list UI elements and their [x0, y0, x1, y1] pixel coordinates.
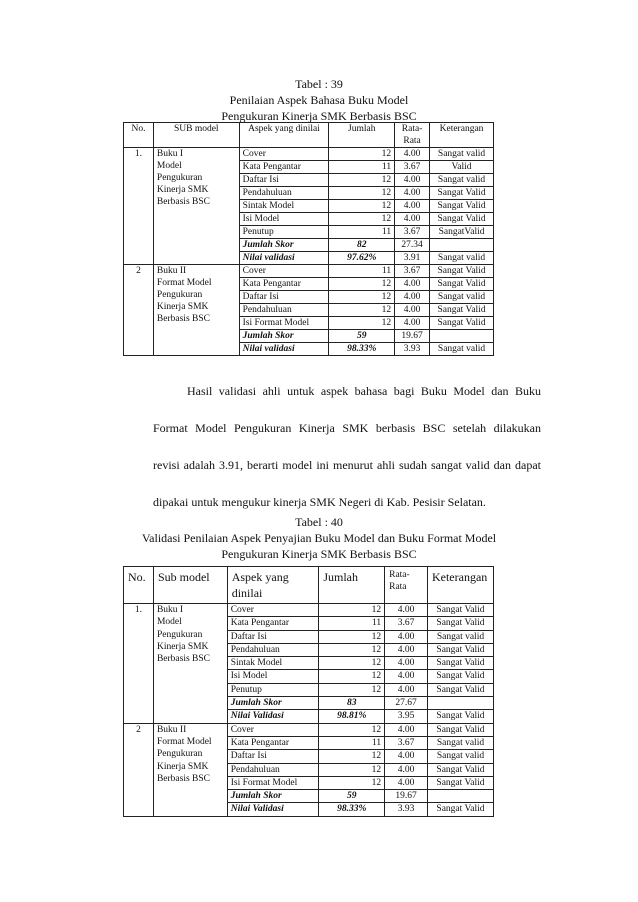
cell-aspek: Pendahuluan — [239, 187, 329, 200]
cell-aspek: Cover — [239, 148, 329, 161]
cell-skor-rata: 19.67 — [385, 790, 428, 803]
table39-caption-line: Tabel : 39 — [295, 77, 343, 91]
header-aspek: Aspek yang dinilai — [239, 123, 329, 148]
cell-sub-model — [153, 723, 227, 816]
cell-jumlah: 12 — [319, 657, 385, 670]
cell-jumlah: 12 — [319, 776, 385, 789]
cell-jumlah: 12 — [329, 304, 395, 317]
cell-validasi-keterangan: Sangat Valid — [427, 803, 493, 816]
cell-jumlah: 11 — [329, 226, 395, 239]
cell-keterangan: Sangat valid — [427, 750, 493, 763]
header-sub-model: SUB model — [153, 123, 239, 148]
cell-skor-rata: 27.34 — [395, 239, 430, 252]
cell-skor-rata: 19.67 — [395, 330, 430, 343]
cell-no: 2 — [124, 723, 154, 816]
table39-caption-line: Pengukuran Kinerja SMK Berbasis BSC — [221, 109, 417, 123]
cell-keterangan: Sangat Valid — [427, 776, 493, 789]
cell-aspek: Isi Model — [227, 670, 319, 683]
header-jumlah: Jumlah — [329, 123, 395, 148]
cell-jumlah: 12 — [329, 200, 395, 213]
cell-aspek: Kata Pengantar — [239, 278, 329, 291]
sub-model-line: Pengukuran — [156, 173, 203, 183]
cell-jumlah: 12 — [319, 670, 385, 683]
cell-jumlah: 11 — [329, 265, 395, 278]
sub-model-line: Berbasis BSC — [156, 654, 211, 665]
cell-aspek: Cover — [239, 265, 329, 278]
sub-model-line: Format Model — [156, 736, 212, 747]
cell-keterangan: Sangat Valid — [430, 317, 494, 330]
cell-validasi-rata: 3.91 — [395, 252, 430, 265]
cell-jumlah: 12 — [319, 763, 385, 776]
table-39 — [123, 122, 494, 356]
cell-aspek: Sintak Model — [239, 200, 329, 213]
table-row — [124, 148, 494, 161]
cell-rata: 4.00 — [385, 670, 428, 683]
cell-aspek: Cover — [227, 604, 319, 617]
table-header-row — [124, 123, 494, 148]
cell-sub-model — [153, 148, 239, 265]
cell-aspek: Pendahuluan — [227, 643, 319, 656]
cell-jumlah: 12 — [319, 643, 385, 656]
cell-skor-jumlah: 83 — [319, 697, 385, 710]
sub-model-line: Kinerja SMK — [156, 302, 209, 312]
header-keterangan: Keterangan — [427, 567, 493, 604]
cell-aspek: Cover — [227, 723, 319, 736]
cell-validasi-label: Nilai Validasi — [227, 803, 319, 816]
table39-caption-line: Penilaian Aspek Bahasa Buku Model — [229, 93, 409, 107]
cell-rata: 4.00 — [395, 174, 430, 187]
cell-aspek: Isi Model — [239, 213, 329, 226]
cell-validasi-keterangan: Sangat Valid — [427, 710, 493, 723]
paragraph-line: Format Model Pengukuran Kinerja SMK berbasis BSC setelah dilakukan — [153, 421, 541, 435]
cell-rata: 4.00 — [385, 683, 428, 696]
cell-skor-keterangan — [430, 330, 494, 343]
cell-validasi-keterangan: Sangat valid — [430, 252, 494, 265]
cell-aspek: Kata Pengantar — [239, 161, 329, 174]
table40-caption-line: Pengukuran Kinerja SMK Berbasis BSC — [221, 547, 417, 561]
cell-rata: 4.00 — [395, 304, 430, 317]
cell-keterangan: Sangat Valid — [430, 200, 494, 213]
cell-validasi-label: Nilai validasi — [239, 343, 329, 356]
cell-rata: 3.67 — [385, 736, 428, 749]
cell-aspek: Penutup — [227, 683, 319, 696]
cell-jumlah: 12 — [319, 750, 385, 763]
cell-rata: 4.00 — [385, 604, 428, 617]
cell-skor-rata: 27.67 — [385, 697, 428, 710]
cell-jumlah: 12 — [329, 317, 395, 330]
cell-rata: 4.00 — [385, 723, 428, 736]
cell-validasi-jumlah: 98.81% — [319, 710, 385, 723]
sub-model-line: Buku II — [156, 724, 187, 735]
cell-skor-label: Jumlah Skor — [239, 239, 329, 252]
cell-keterangan: Sangat valid — [427, 630, 493, 643]
cell-keterangan: Sangat Valid — [427, 763, 493, 776]
cell-rata: 4.00 — [385, 630, 428, 643]
cell-jumlah: 12 — [319, 723, 385, 736]
cell-rata: 4.00 — [395, 187, 430, 200]
cell-validasi-label: Nilai Validasi — [227, 710, 319, 723]
cell-no: 2 — [124, 265, 154, 356]
paragraph-line: revisi adalah 3.91, berarti model ini menurut ahli sudah sangat valid dan dapat — [153, 458, 541, 472]
cell-jumlah: 12 — [329, 213, 395, 226]
cell-keterangan: Sangat Valid — [427, 604, 493, 617]
cell-keterangan: Sangat Valid — [427, 643, 493, 656]
cell-rata: 4.00 — [395, 200, 430, 213]
cell-sub-model — [153, 604, 227, 724]
cell-keterangan: Sangat Valid — [430, 187, 494, 200]
cell-validasi-keterangan: Sangat valid — [430, 343, 494, 356]
cell-jumlah: 11 — [329, 161, 395, 174]
cell-skor-label: Jumlah Skor — [239, 330, 329, 343]
paragraph-line: Hasil validasi ahli untuk aspek bahasa bagi Buku Model dan Buku — [187, 384, 541, 398]
sub-model-line: Pengukuran — [156, 290, 203, 300]
table-header-row — [124, 567, 494, 604]
sub-model-line: Model — [156, 617, 182, 628]
cell-keterangan: Sangat valid — [430, 174, 494, 187]
cell-keterangan: Sangat valid — [430, 291, 494, 304]
cell-aspek: Isi Format Model — [239, 317, 329, 330]
cell-jumlah: 12 — [319, 683, 385, 696]
sub-model-line: Berbasis BSC — [156, 314, 210, 324]
header-rata: Rata-Rata — [385, 567, 428, 604]
cell-keterangan: Sangat Valid — [430, 304, 494, 317]
header-keterangan: Keterangan — [430, 123, 494, 148]
cell-aspek: Pendahuluan — [239, 304, 329, 317]
sub-model-line: Buku I — [156, 605, 184, 615]
cell-rata: 4.00 — [395, 148, 430, 161]
cell-aspek: Pendahuluan — [227, 763, 319, 776]
cell-validasi-rata: 3.93 — [395, 343, 430, 356]
cell-jumlah: 12 — [329, 278, 395, 291]
cell-aspek: Daftar Isi — [239, 174, 329, 187]
cell-skor-jumlah: 82 — [329, 239, 395, 252]
sub-model-line: Pengukuran — [156, 629, 203, 640]
cell-aspek: Kata Pengantar — [227, 736, 319, 749]
cell-skor-keterangan — [427, 790, 493, 803]
sub-model-line: Kinerja SMK — [156, 641, 209, 652]
cell-rata: 4.00 — [385, 763, 428, 776]
sub-model-line: Berbasis BSC — [156, 197, 210, 207]
table-40 — [123, 566, 494, 817]
cell-rata: 3.67 — [395, 161, 430, 174]
cell-rata: 4.00 — [395, 278, 430, 291]
cell-keterangan: Sangat Valid — [430, 278, 494, 291]
cell-keterangan: Sangat valid — [427, 736, 493, 749]
cell-jumlah: 11 — [319, 736, 385, 749]
cell-rata: 4.00 — [395, 317, 430, 330]
cell-rata: 3.67 — [395, 226, 430, 239]
header-rata: Rata-Rata — [395, 123, 430, 148]
cell-validasi-jumlah: 97.62% — [329, 252, 395, 265]
cell-aspek: Sintak Model — [227, 657, 319, 670]
cell-keterangan: Sangat Valid — [427, 683, 493, 696]
cell-rata: 3.67 — [385, 617, 428, 630]
cell-aspek: Daftar Isi — [227, 750, 319, 763]
header-aspek: Aspek yang dinilai — [227, 567, 319, 604]
cell-rata: 3.67 — [395, 265, 430, 278]
cell-aspek: Penutup — [239, 226, 329, 239]
cell-jumlah: 12 — [319, 630, 385, 643]
cell-no: 1. — [124, 604, 154, 724]
cell-no: 1. — [124, 148, 154, 265]
cell-validasi-rata: 3.93 — [385, 803, 428, 816]
cell-rata: 4.00 — [385, 776, 428, 789]
cell-skor-jumlah: 59 — [329, 330, 395, 343]
table-row — [124, 723, 494, 736]
cell-keterangan: SangatValid — [430, 226, 494, 239]
cell-keterangan: Sangat Valid — [427, 617, 493, 630]
cell-keterangan: Sangat Valid — [427, 670, 493, 683]
sub-model-line: Kinerja SMK — [156, 185, 209, 195]
cell-jumlah: 12 — [329, 291, 395, 304]
sub-model-line: Berbasis BSC — [156, 773, 211, 784]
cell-rata: 4.00 — [385, 750, 428, 763]
sub-model-line: Buku II — [156, 266, 187, 276]
cell-validasi-jumlah: 98.33% — [319, 803, 385, 816]
header-sub-model: Sub model — [153, 567, 227, 604]
table-row — [124, 604, 494, 617]
sub-model-line: Buku I — [156, 149, 184, 159]
cell-rata: 4.00 — [385, 657, 428, 670]
cell-validasi-jumlah: 98.33% — [329, 343, 395, 356]
cell-jumlah: 12 — [329, 187, 395, 200]
cell-jumlah: 12 — [329, 148, 395, 161]
cell-aspek: Isi Format Model — [227, 776, 319, 789]
paragraph-line: dipakai untuk mengukur kinerja SMK Negeri di Kab. Pesisir Selatan. — [153, 495, 486, 509]
table39-caption — [0, 76, 638, 124]
cell-skor-keterangan — [427, 697, 493, 710]
table40-caption-line: Tabel : 40 — [295, 515, 343, 529]
cell-jumlah: 12 — [329, 174, 395, 187]
cell-keterangan: Sangat valid — [430, 148, 494, 161]
cell-jumlah: 11 — [319, 617, 385, 630]
header-no: No. — [124, 123, 154, 148]
table40-caption-line: Validasi Penilaian Aspek Penyajian Buku Model dan Buku Format Model — [141, 531, 497, 545]
cell-jumlah: 12 — [319, 604, 385, 617]
cell-aspek: Daftar Isi — [239, 291, 329, 304]
cell-skor-jumlah: 59 — [319, 790, 385, 803]
header-no: No. — [124, 567, 154, 604]
sub-model-line: Pengukuran — [156, 749, 203, 760]
cell-skor-label: Jumlah Skor — [227, 697, 319, 710]
cell-aspek: Kata Pengantar — [227, 617, 319, 630]
cell-keterangan: Sangat Valid — [430, 265, 494, 278]
cell-skor-label: Jumlah Skor — [227, 790, 319, 803]
table-row — [124, 265, 494, 278]
cell-sub-model — [153, 265, 239, 356]
cell-keterangan: Sangat Valid — [430, 213, 494, 226]
cell-rata: 4.00 — [395, 291, 430, 304]
cell-aspek: Daftar Isi — [227, 630, 319, 643]
sub-model-line: Format Model — [156, 278, 212, 288]
sub-model-line: Model — [156, 161, 182, 171]
cell-rata: 4.00 — [395, 213, 430, 226]
header-jumlah: Jumlah — [319, 567, 385, 604]
body-paragraph — [153, 384, 541, 532]
cell-keterangan: Valid — [430, 161, 494, 174]
cell-skor-keterangan — [430, 239, 494, 252]
cell-rata: 4.00 — [385, 643, 428, 656]
cell-keterangan: Sangat Valid — [427, 723, 493, 736]
cell-validasi-label: Nilai validasi — [239, 252, 329, 265]
cell-keterangan: Sangat Valid — [427, 657, 493, 670]
sub-model-line: Kinerja SMK — [156, 761, 209, 772]
table40-caption — [0, 514, 638, 562]
cell-validasi-rata: 3.95 — [385, 710, 428, 723]
